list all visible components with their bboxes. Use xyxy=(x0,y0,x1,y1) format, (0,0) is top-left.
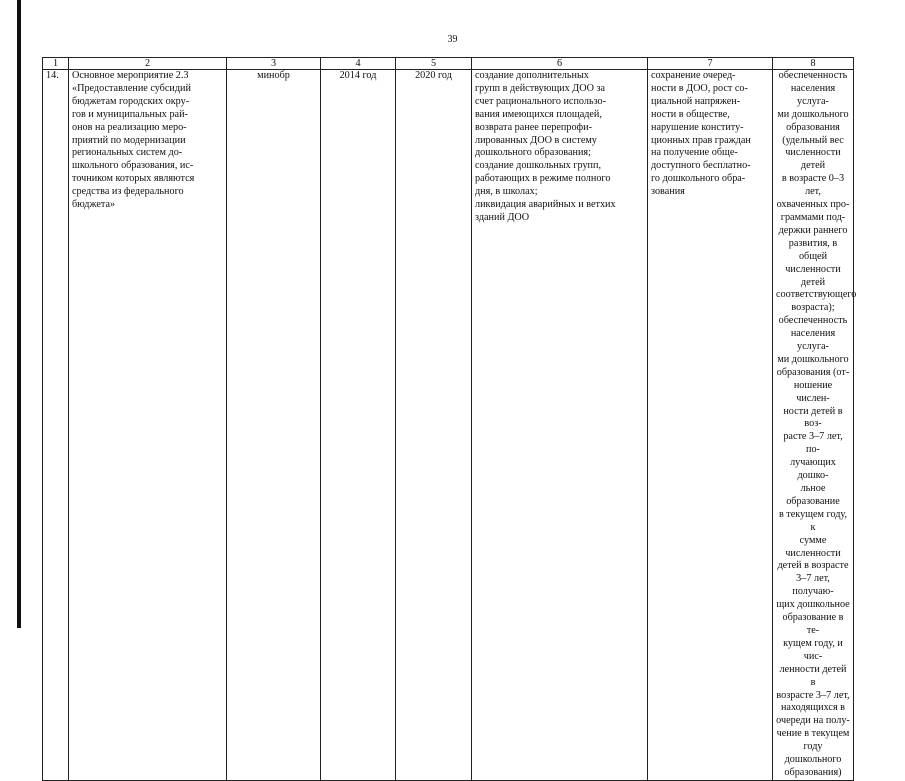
row-number: 14. xyxy=(43,70,69,781)
indicator-line: образование в те- xyxy=(782,612,844,636)
indicator-line: населения услуга- xyxy=(790,82,836,107)
consequence-line: доступного бесплатно- xyxy=(651,160,751,172)
result-line: зданий ДОО xyxy=(475,211,530,223)
result-line: вания имеющихся площадей, xyxy=(475,108,602,120)
activity-line: «Предоставление субсидий xyxy=(72,82,191,94)
executor-cell: минобр xyxy=(227,70,321,781)
consequence-line: нарушение конститу- xyxy=(651,121,744,133)
activity-line: средства из федерального xyxy=(72,186,184,198)
activity-line: бюджета» xyxy=(72,199,116,211)
indicators-cell xyxy=(773,70,857,781)
consequence-line: го дошкольного обра- xyxy=(651,173,746,185)
indicator-line: 3–7 лет, получаю- xyxy=(792,573,834,598)
consequence-line: ционных прав граждан xyxy=(651,134,751,146)
consequence-line: ности в обществе, xyxy=(651,108,730,120)
activity-line: Основное мероприятие 2.3 xyxy=(72,70,189,81)
consequence-line: ности в ДОО, рост со- xyxy=(651,82,748,94)
indicator-line: образования (от- xyxy=(776,366,850,378)
indicator-line: в возрасте 0–3 лет, xyxy=(781,173,845,198)
activity-line: онов на реализацию меро- xyxy=(72,121,187,133)
indicator-line: обеспеченность xyxy=(778,315,848,327)
start-year-cell: 2014 год xyxy=(321,70,396,781)
column-header: 4 xyxy=(321,58,396,70)
result-line: дошкольного образования; xyxy=(475,147,591,159)
indicator-line: держки раннего xyxy=(778,224,848,236)
indicator-line: (удельный вес xyxy=(782,134,844,146)
column-header: 6 xyxy=(472,58,648,70)
result-line: групп в действующих ДОО за xyxy=(475,82,606,94)
column-header: 2 xyxy=(69,58,227,70)
consequences-cell xyxy=(648,70,773,781)
indicator-line: обеспеченность xyxy=(778,70,848,81)
document-table xyxy=(42,57,857,781)
result-line: создание дополнительных xyxy=(475,70,589,81)
consequence-line: зования xyxy=(651,186,685,198)
indicator-line: соответствующего xyxy=(776,289,857,301)
indicator-line: находящихся в xyxy=(780,702,845,714)
indicator-line: ношение числен- xyxy=(793,379,833,404)
indicator-line: льное образование xyxy=(786,483,840,507)
page-left-border xyxy=(17,0,21,628)
activity-line: школьного образования, ис- xyxy=(72,160,194,172)
indicator-line: детей в возрасте xyxy=(777,560,849,572)
indicator-line: охваченных про- xyxy=(776,199,850,211)
indicator-line: расте 3–7 лет, по- xyxy=(783,431,843,456)
indicator-line: ми дошкольного xyxy=(777,108,849,120)
indicator-line: очереди на полу- xyxy=(776,715,850,727)
indicator-line: возрасте 3–7 лет, xyxy=(776,689,850,701)
result-line: возврата ранее перепрофи- xyxy=(475,121,592,133)
activity-line: региональных систем до- xyxy=(72,147,183,159)
indicator-line: возраста); xyxy=(791,302,835,314)
indicator-line: населения услуга- xyxy=(790,328,836,353)
indicator-line: сумме численности xyxy=(785,534,841,559)
result-line: работающих в режиме полного xyxy=(475,173,611,185)
indicator-line: развития, в общей xyxy=(788,237,838,262)
result-line: дня, в школах; xyxy=(475,186,538,198)
indicator-line: ности детей в воз- xyxy=(783,405,843,430)
result-line: счет рационального использо- xyxy=(475,95,607,107)
column-header: 3 xyxy=(227,58,321,70)
activity-line: точником которых являются xyxy=(72,173,195,185)
activity-cell xyxy=(69,70,227,781)
table-header-row xyxy=(43,58,854,70)
indicator-line: ми дошкольного xyxy=(777,353,849,365)
expected-result-cell xyxy=(472,70,648,781)
column-header: 7 xyxy=(648,58,773,70)
activity-line: бюджетам городских окру- xyxy=(72,95,190,107)
column-header: 1 xyxy=(43,58,69,70)
result-line: создание дошкольных групп, xyxy=(475,160,601,172)
table-row xyxy=(43,70,854,781)
column-header: 8 xyxy=(773,58,854,70)
indicator-line: образования) xyxy=(784,766,842,778)
result-line: ликвидация аварийных и ветхих xyxy=(475,199,616,211)
indicator-line: граммами под- xyxy=(780,211,846,223)
indicator-line: численности детей xyxy=(785,263,841,288)
end-year-cell: 2020 год xyxy=(396,70,472,781)
indicator-line: образования xyxy=(786,121,840,133)
consequence-line: циальной напряжен- xyxy=(651,95,741,107)
activity-line: гов и муниципальных рай- xyxy=(72,108,188,120)
indicator-line: ленности детей в xyxy=(779,663,847,688)
indicator-line: лучающих дошко- xyxy=(790,457,836,482)
page-number: 39 xyxy=(447,34,458,45)
column-header: 5 xyxy=(396,58,472,70)
indicator-line: в текущем году, к xyxy=(778,508,848,533)
result-line: лированных ДОО в систему xyxy=(475,134,597,146)
activity-line: приятий по модернизации xyxy=(72,134,186,146)
indicator-line: кущем году, и чис- xyxy=(783,637,843,662)
indicator-line: году дошкольного xyxy=(784,741,842,766)
indicator-line: щих дошкольное xyxy=(776,599,850,611)
indicator-line: чение в текущем xyxy=(776,728,850,740)
consequence-line: сохранение очеред- xyxy=(651,70,736,81)
indicator-line: численности детей xyxy=(785,147,841,172)
consequence-line: на получение обще- xyxy=(651,147,738,159)
